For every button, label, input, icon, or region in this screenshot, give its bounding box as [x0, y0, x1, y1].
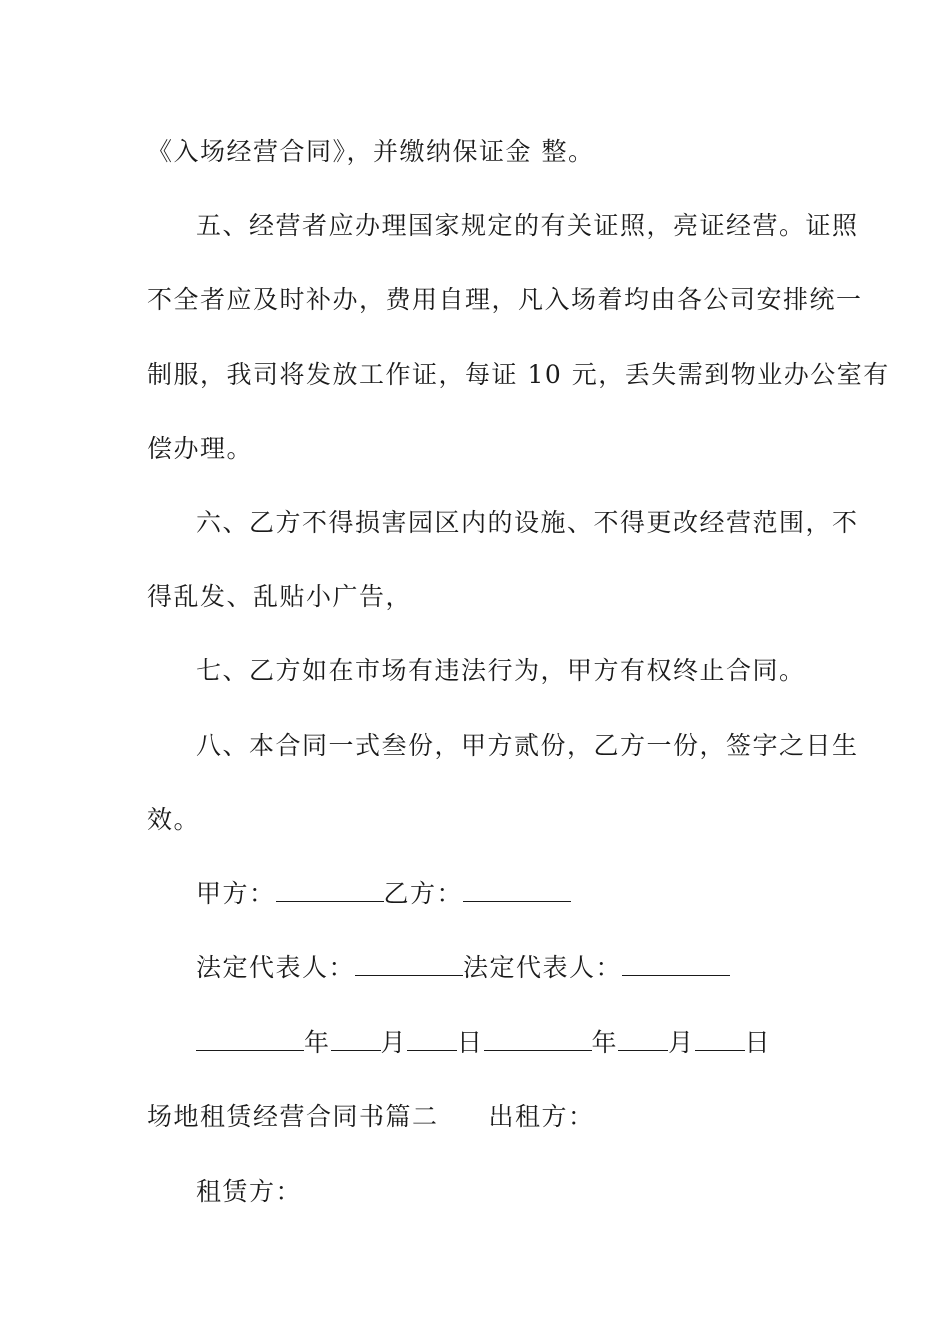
signature-representatives	[196, 953, 730, 983]
month-b-blank[interactable]	[618, 1028, 668, 1051]
clause-seven: 七、乙方如在市场有违法行为，甲方有权终止合同。	[196, 656, 806, 685]
paragraph-line: 不全者应及时补办，费用自理，凡入场着均由各公司安排统一	[147, 285, 863, 314]
paragraph-line: 得乱发、乱贴小广告，	[147, 582, 413, 611]
year-b-blank[interactable]	[484, 1028, 592, 1051]
signature-parties	[196, 879, 571, 909]
year-label: 年	[591, 1028, 619, 1057]
paragraph-line: 制服，我司将发放工作证，每证 10 元，丢失需到物业办公室有	[147, 360, 890, 389]
party-a-blank[interactable]	[276, 879, 384, 902]
paragraph-line: 《入场经营合同》，并缴纳保证金 整。	[147, 137, 595, 166]
signature-dates	[196, 1028, 771, 1058]
paragraph-line: 效。	[147, 805, 201, 834]
day-label: 日	[744, 1028, 772, 1057]
month-label: 月	[668, 1028, 695, 1057]
lessor-label: 出租方：	[488, 1102, 595, 1131]
rep-b-blank[interactable]	[622, 953, 730, 976]
day-a-blank[interactable]	[407, 1028, 457, 1051]
section-two-title: 场地租赁经营合同书篇二	[147, 1102, 439, 1131]
year-label: 年	[304, 1028, 331, 1057]
clause-five: 五、经营者应办理国家规定的有关证照，亮证经营。证照	[196, 211, 859, 240]
day-label: 日	[457, 1028, 484, 1057]
section-two-heading	[147, 1102, 595, 1132]
day-b-blank[interactable]	[695, 1028, 745, 1051]
paragraph-line: 偿办理。	[147, 434, 254, 463]
party-b-blank[interactable]	[463, 879, 571, 902]
rep-b-label: 法定代表人：	[463, 953, 623, 982]
party-b-label: 乙方：	[383, 879, 464, 908]
year-a-blank[interactable]	[196, 1028, 304, 1051]
rep-a-label: 法定代表人：	[196, 953, 356, 982]
month-a-blank[interactable]	[331, 1028, 381, 1051]
rep-a-blank[interactable]	[355, 953, 463, 976]
clause-six: 六、乙方不得损害园区内的设施、不得更改经营范围，不	[196, 508, 859, 537]
clause-eight: 八、本合同一式叁份，甲方贰份，乙方一份，签字之日生	[196, 731, 859, 760]
lessee-label: 租赁方：	[196, 1177, 303, 1206]
party-a-label: 甲方：	[196, 879, 276, 908]
month-label: 月	[380, 1028, 408, 1057]
